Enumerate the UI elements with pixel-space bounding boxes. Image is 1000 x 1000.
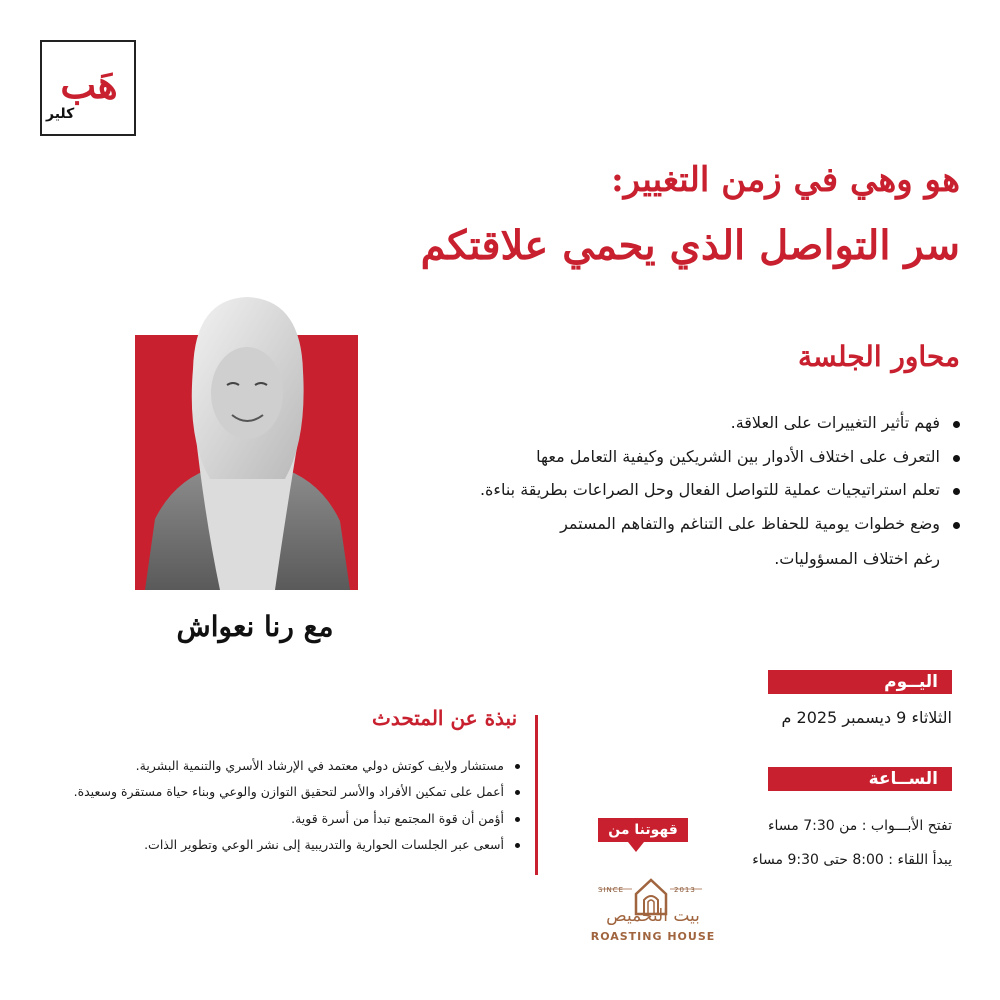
sponsor-tag: قهوتنا من <box>598 818 688 842</box>
topic-item: فهم تأثير التغييرات على العلاقة. <box>380 412 960 434</box>
about-item: مستشار ولايف كوتش دولي معتمد في الإرشاد الأسري والتنمية البشرية. <box>20 758 520 774</box>
event-title-line-2: سر التواصل الذي يحمي علاقتكم <box>420 222 960 269</box>
sponsor-name-english: ROASTING HOUSE <box>590 930 716 943</box>
about-item: أؤمن أن قوة المجتمع تبدأ من أسرة قوية. <box>20 811 520 827</box>
doors-open-time: تفتح الأبـــواب : من 7:30 مساء <box>767 818 952 834</box>
bullet-icon <box>953 455 960 462</box>
topic-item-continuation: رغم اختلاف المسؤوليات. <box>774 549 940 569</box>
brand-logo-main: هَب <box>60 62 118 107</box>
bullet-icon <box>953 522 960 529</box>
bullet-icon <box>953 421 960 428</box>
about-item: أسعى عبر الجلسات الحوارية والتدريبية إلى نشر الوعي وتطوير الذات. <box>20 837 520 853</box>
sponsor-since-label: SINCE <box>598 886 625 894</box>
sponsor-name-arabic: بيت التحميص <box>606 906 700 926</box>
day-label: اليــوم <box>768 670 952 694</box>
bullet-icon <box>515 790 520 795</box>
meeting-time: يبدأ اللقاء : 8:00 حتى 9:30 مساء <box>752 852 952 868</box>
speaker-name: مع رنا نعواش <box>176 610 334 643</box>
bullet-icon <box>953 488 960 495</box>
brand-logo-sub: كلير <box>46 106 75 122</box>
time-label: الســاعة <box>768 767 952 791</box>
topics-list <box>380 412 960 582</box>
topic-item: تعلم استراتيجيات عملية للتواصل الفعال وحل الصراعات بطريقة بناءة. <box>380 479 960 501</box>
brand-logo <box>40 40 136 136</box>
about-speaker-list <box>20 758 520 863</box>
sponsor-year: 2013 <box>674 886 696 894</box>
about-divider <box>535 715 538 875</box>
bullet-icon <box>515 817 520 822</box>
speaker-portrait-illustration <box>135 289 358 590</box>
bullet-icon <box>515 843 520 848</box>
day-value: الثلاثاء 9 ديسمبر 2025 م <box>781 708 952 727</box>
event-title-line-1: هو وهي في زمن التغيير: <box>611 160 960 200</box>
about-speaker-heading: نبذة عن المتحدث <box>372 706 518 730</box>
about-item: أعمل على تمكين الأفراد والأسر لتحقيق التوازن والوعي وبناء حياة مستقرة وسعيدة. <box>20 784 520 800</box>
topic-item: التعرف على اختلاف الأدوار بين الشريكين وكيفية التعامل معها <box>380 446 960 468</box>
bullet-icon <box>515 764 520 769</box>
topic-item: وضع خطوات يومية للحفاظ على التناغم والتفاهم المستمر رغم اختلاف المسؤوليات. <box>380 513 960 570</box>
sponsor-tag-pointer <box>628 842 644 852</box>
topics-heading: محاور الجلسة <box>797 340 960 373</box>
speaker-photo <box>135 289 358 590</box>
